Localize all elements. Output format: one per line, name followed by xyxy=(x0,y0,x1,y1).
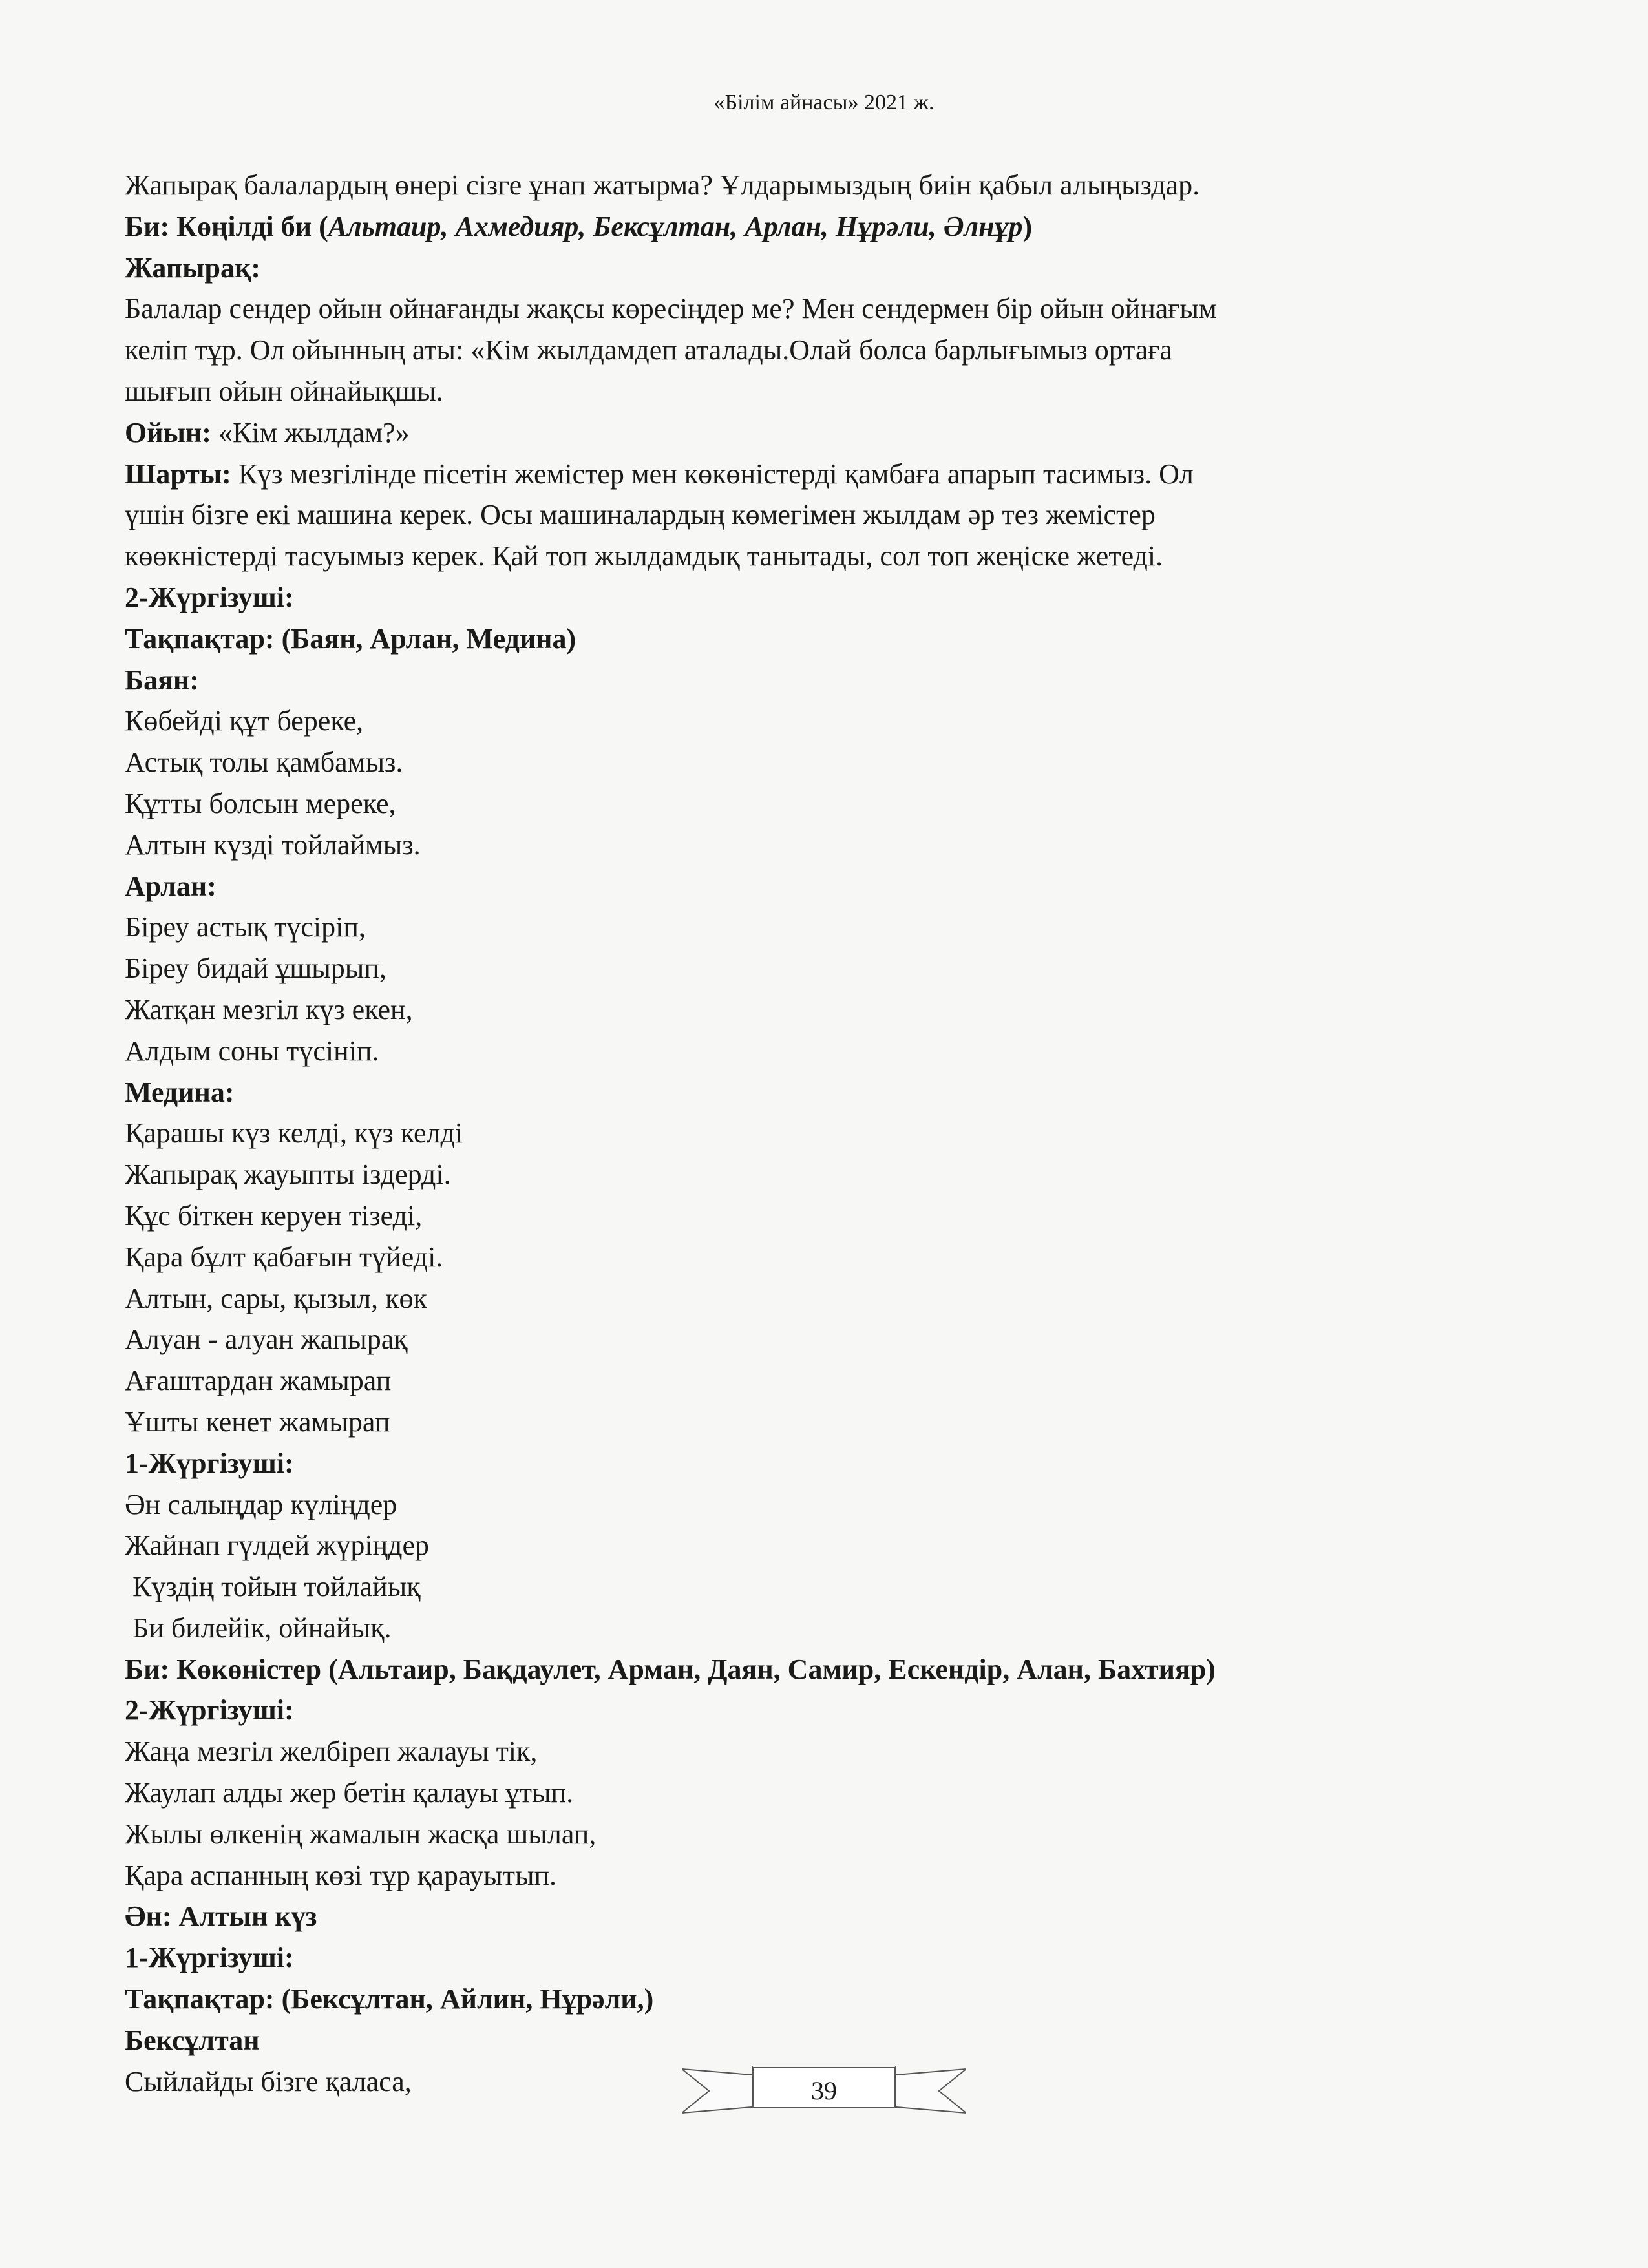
text-run: шығып ойын ойнайықшы. xyxy=(125,375,443,407)
text-run: Алуан - алуан жапырақ xyxy=(125,1323,408,1356)
text-line xyxy=(125,454,1547,495)
text-line xyxy=(125,577,1547,618)
text-line xyxy=(125,1360,1547,1402)
text-run: Астық толы қамбамыз. xyxy=(125,746,403,779)
text-line xyxy=(125,660,1547,701)
text-line xyxy=(125,1896,1547,1937)
text-run: Би: Көңілді би ( xyxy=(125,210,328,242)
text-run: Альтаир, Ахмедияр, Бексұлтан, Арлан, Нұрәли, Әлнұр xyxy=(328,210,1023,242)
text-run: Шарты: xyxy=(125,457,238,490)
text-line xyxy=(125,1154,1547,1195)
text-run: 2-Жүргізуші: xyxy=(125,1694,294,1727)
running-header: «Білім айнасы» 2021 ж. xyxy=(713,90,935,114)
text-line xyxy=(125,288,1547,330)
text-line xyxy=(125,866,1547,907)
text-run: 1-Жүргізуші: xyxy=(125,1942,294,1974)
text-line xyxy=(125,1237,1547,1278)
text-run: Ән салыңдар күліңдер xyxy=(125,1488,397,1520)
text-run: Ойын: xyxy=(125,416,218,448)
text-line xyxy=(125,783,1547,824)
text-line xyxy=(125,1814,1547,1855)
text-run: Би: Көкөністер (Альтаир, Бақдаулет, Арман, Даян, Самир, Ескендір, Алан, Бахтияр) xyxy=(125,1653,1216,1685)
text-line xyxy=(125,494,1547,536)
text-line xyxy=(125,948,1547,989)
text-run: 1-Жүргізуші: xyxy=(125,1447,294,1479)
text-line xyxy=(125,1525,1547,1566)
text-run: Сыйлайды бізге қаласа, xyxy=(125,2065,412,2097)
text-line xyxy=(125,247,1547,289)
text-line xyxy=(125,1113,1547,1154)
text-line xyxy=(125,618,1547,660)
text-line xyxy=(125,206,1547,247)
text-run: келіп тұр. Ол ойынның аты: «Кім жылдамдеп аталады.Олай болса барлығымыз ортаға xyxy=(125,334,1172,366)
text-run: Құс біткен керуен тізеді, xyxy=(125,1199,423,1232)
text-run: 2-Жүргізуші: xyxy=(125,581,294,613)
text-line xyxy=(125,824,1547,866)
text-line xyxy=(125,1772,1547,1814)
text-line xyxy=(125,700,1547,742)
text-run: Жаңа мезгіл желбіреп жалауы тік, xyxy=(125,1736,538,1768)
text-run: Медина: xyxy=(125,1076,235,1108)
text-line xyxy=(125,1031,1547,1072)
text-line xyxy=(125,1072,1547,1113)
text-run: Біреу астық түсіріп, xyxy=(125,911,366,943)
text-line xyxy=(125,330,1547,371)
text-run: Алдым соны түсініп. xyxy=(125,1034,379,1067)
text-line xyxy=(125,1937,1547,1979)
text-run: Күздің тойын тойлайық xyxy=(132,1571,421,1603)
text-run: Баян: xyxy=(125,664,199,696)
text-line xyxy=(125,989,1547,1031)
text-run: Ағаштардан жамырап xyxy=(125,1365,392,1397)
text-run: үшін бізге екі машина керек. Осы машиналардың көмегімен жылдам әр тез жемістер xyxy=(125,499,1156,531)
text-run: Жатқан мезгіл күз екен, xyxy=(125,993,413,1025)
text-run: Күз мезгілінде пісетін жемістер мен көкөністерді қамбаға апарып тасимыз. Ол xyxy=(238,457,1194,490)
text-run: Құтты болсын мереке, xyxy=(125,787,396,819)
text-run: Балалар сендер ойын ойнағанды жақсы көресіңдер ме? Мен сендермен бір ойын ойнағым xyxy=(125,293,1217,325)
text-run: көөкністерді тасуымыз керек. Қай топ жылдамдық танытады, сол топ жеңіске жетеді. xyxy=(125,540,1163,572)
text-run: Біреу бидай ұшырып, xyxy=(125,952,386,985)
text-run: Жаулап алды жер бетін қалауы ұтып. xyxy=(125,1777,574,1809)
text-run: Бексұлтан xyxy=(125,2024,260,2056)
text-run: Тақпақтар: (Баян, Арлан, Медина) xyxy=(125,622,576,655)
text-line xyxy=(125,1566,1547,1608)
text-run: Алтын күзді тойлаймыз. xyxy=(125,828,421,861)
text-run: Жапырақ балалардың өнері сізге ұнап жатырма? Ұлдарымыздың биін қабыл алыңыздар. xyxy=(125,169,1200,201)
text-line xyxy=(125,1690,1547,1731)
text-run: Жылы өлкенің жамалын жасқа шылап, xyxy=(125,1818,597,1850)
text-run: Тақпақтар: (Бексұлтан, Айлин, Нұрәли,) xyxy=(125,1983,654,2015)
text-line xyxy=(125,1278,1547,1319)
text-line xyxy=(125,1319,1547,1360)
text-line xyxy=(125,1484,1547,1526)
text-run: Би билейік, ойнайық. xyxy=(132,1612,392,1644)
text-run: Қара аспанның көзі тұр қарауытып. xyxy=(125,1859,557,1891)
text-run: Жапырақ жауыпты іздерді. xyxy=(125,1159,451,1191)
text-run: Жапырақ: xyxy=(125,251,261,284)
text-line xyxy=(125,742,1547,783)
text-line xyxy=(125,1402,1547,1443)
text-run: Қарашы күз келді, күз келді xyxy=(125,1117,463,1150)
text-line xyxy=(125,165,1547,206)
text-line xyxy=(125,412,1547,454)
page-number: 39 xyxy=(811,2076,837,2105)
text-line xyxy=(125,536,1547,577)
text-line xyxy=(125,1608,1547,1649)
text-line xyxy=(125,1731,1547,1772)
text-line xyxy=(125,1979,1547,2020)
text-run: Қара бұлт қабағын түйеді. xyxy=(125,1241,443,1273)
text-line xyxy=(125,1649,1547,1690)
text-run: ) xyxy=(1022,210,1033,242)
page-body xyxy=(125,165,1547,2102)
text-line xyxy=(125,1855,1547,1896)
text-run: Ұшты кенет жамырап xyxy=(125,1405,390,1438)
text-line xyxy=(125,907,1547,948)
text-line xyxy=(125,1443,1547,1484)
text-run: «Кім жылдам?» xyxy=(218,416,410,448)
text-run: Ән: Алтын күз xyxy=(125,1900,317,1933)
page-number-ribbon xyxy=(682,2061,966,2119)
text-run: Жайнап гүлдей жүріңдер xyxy=(125,1529,430,1562)
text-run: Алтын, сары, қызыл, көк xyxy=(125,1282,427,1314)
text-line xyxy=(125,1195,1547,1237)
text-line xyxy=(125,371,1547,412)
text-line xyxy=(125,2020,1547,2061)
text-run: Арлан: xyxy=(125,870,217,902)
text-run: Көбейді құт береке, xyxy=(125,705,364,737)
